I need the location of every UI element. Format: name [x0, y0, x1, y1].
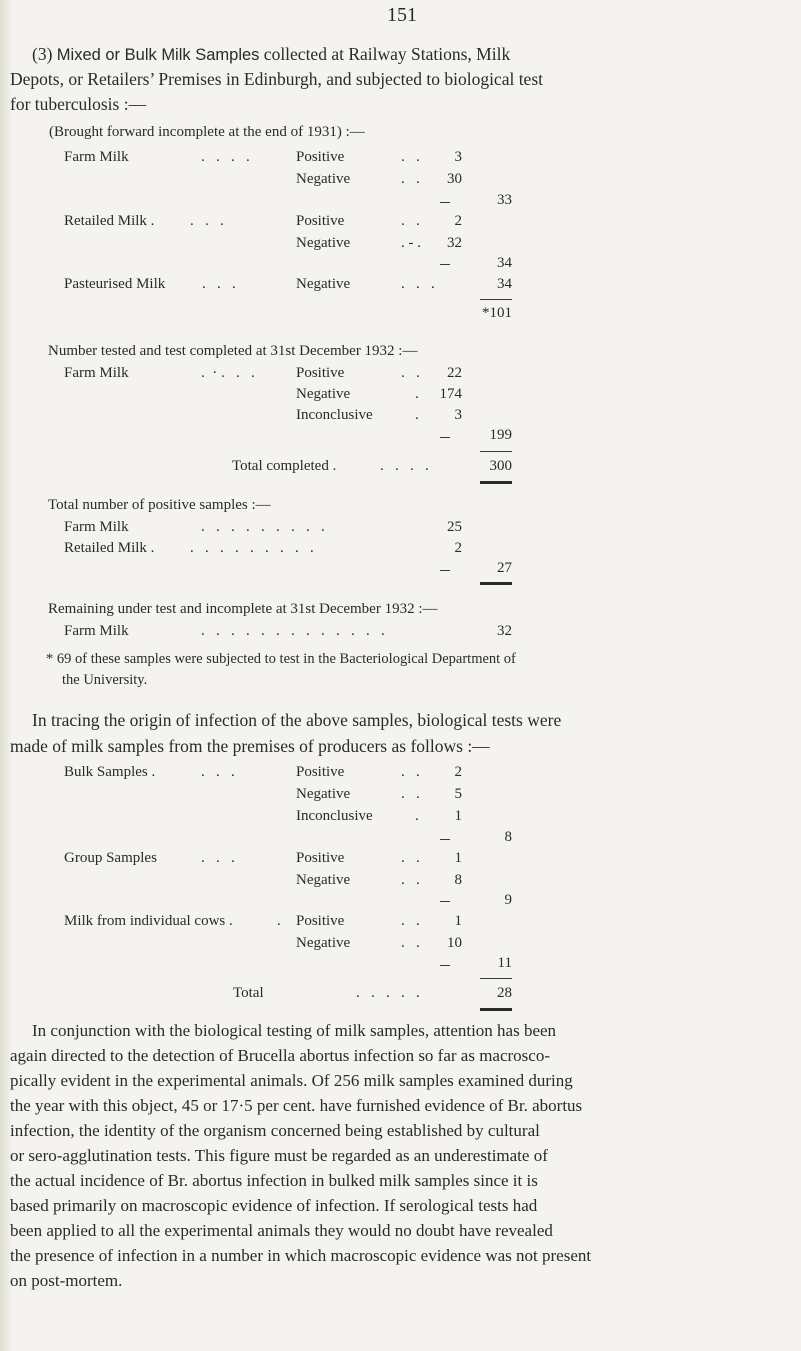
table1-count: 3 — [454, 149, 462, 165]
table2-leader: . — [415, 386, 419, 402]
table1-count: 32 — [447, 235, 462, 251]
table5-category: Milk from individual cows . — [64, 913, 233, 929]
table5-leader: . — [277, 913, 281, 929]
sum-dash — [440, 570, 450, 571]
table2-count: 22 — [447, 365, 462, 381]
table1-leader: . . . — [202, 276, 236, 292]
table5-result: Negative — [296, 872, 351, 888]
table1-leader: . . — [401, 149, 420, 165]
table2-leader: . . . . — [380, 458, 429, 474]
table1-category-pasteurised: Pasteurised Milk — [64, 276, 166, 292]
para2-line: based primarily on macroscopic evidence of infection. If serological tests had — [10, 1196, 538, 1215]
table3-subtotal: 27 — [497, 560, 512, 576]
para2-line: again directed to the detection of Brucella abortus infection so far as macrosco- — [10, 1046, 551, 1065]
table3-category: Farm Milk — [64, 519, 129, 535]
para2-line: been applied to all the experimental animals they would no doubt have revealed — [10, 1221, 553, 1240]
total-rule — [480, 299, 512, 300]
para1-line1: In tracing the origin of infection of the above samples, biological tests were — [32, 710, 562, 730]
table2-count: 3 — [454, 407, 462, 423]
total-rule — [480, 978, 512, 979]
para2-line: infection, the identity of the organism concerned being established by cultural — [10, 1121, 540, 1140]
sum-dash — [440, 965, 450, 966]
section-heading-line1 — [32, 44, 510, 65]
table5-leader: . — [415, 808, 419, 824]
table5-leader: . . . . . — [356, 985, 420, 1001]
table1-leader: . . . — [401, 276, 435, 292]
table1-leader: . . — [401, 171, 420, 187]
table5-total: 28 — [497, 985, 512, 1001]
table5-count: 5 — [454, 786, 462, 802]
table2-total-label: Total completed . — [232, 458, 337, 474]
table5-result: Positive — [296, 913, 345, 929]
table5-count: 1 — [454, 913, 462, 929]
table5-leader: . . . — [201, 764, 235, 780]
table3-count: 2 — [454, 540, 462, 556]
table1-count: 2 — [454, 213, 462, 229]
section-label: (3) — [32, 44, 53, 64]
para2-line: pically evident in the experimental animals. Of 256 milk samples examined during — [10, 1071, 573, 1090]
table5-count: 1 — [454, 850, 462, 866]
table4-caption: Remaining under test and incomplete at 31st December 1932 :— — [48, 601, 438, 617]
table3-category: Retailed Milk . — [64, 540, 155, 556]
table5-count: 10 — [447, 935, 462, 951]
table1-leader: . . — [401, 213, 420, 229]
table5-subtotal: 11 — [497, 955, 512, 971]
table1-result: Negative — [296, 171, 351, 187]
table5-count: 1 — [454, 808, 462, 824]
table2-result: Positive — [296, 365, 345, 381]
table2-leader: . — [415, 407, 419, 423]
section-heading-bold: Mixed or Bulk Milk Samples — [56, 46, 260, 64]
table1-leader: . . . — [190, 213, 224, 229]
table4-category: Farm Milk — [64, 623, 129, 639]
table5-subtotal: 8 — [504, 829, 512, 845]
table5-leader: . . . — [201, 850, 235, 866]
table5-leader: . . — [401, 935, 420, 951]
table3-leader: . . . . . . . . . — [190, 540, 314, 556]
table2-caption: Number tested and test completed at 31st December 1932 :— — [48, 343, 418, 359]
table5-count: 8 — [454, 872, 462, 888]
sum-dash — [440, 202, 450, 203]
table2-leader: . . — [401, 365, 420, 381]
table2-total: 300 — [489, 458, 512, 474]
table3-caption: Total number of positive samples :— — [48, 497, 271, 513]
section-heading-rest: collected at Railway Stations, Milk — [263, 44, 511, 64]
footnote-line1: * 69 of these samples were subjected to test in the Bacteriological Department of — [46, 651, 516, 667]
section-heading-line2: Depots, or Retailers’ Premises in Edinburgh, and subjected to biological test — [10, 69, 543, 89]
table2-leader: . · . . . — [201, 365, 255, 381]
table1-category-retailed: Retailed Milk . — [64, 213, 155, 229]
table1-leader: . - . — [401, 235, 421, 251]
para2-line: the year with this object, 45 or 17·5 per cent. have furnished evidence of Br. abortus — [10, 1096, 583, 1115]
sum-dash — [440, 901, 450, 902]
table5-leader: . . — [401, 913, 420, 929]
table1-result: Negative — [296, 276, 351, 292]
table1-result: Positive — [296, 149, 345, 165]
table1-subtotal: 34 — [497, 255, 512, 271]
total-rule — [480, 1008, 512, 1011]
total-rule — [480, 582, 512, 585]
table1-subtotal: 34 — [497, 276, 512, 292]
table1-leader: . . . . — [201, 149, 250, 165]
table5-result: Inconclusive — [296, 808, 373, 824]
para1-line2: made of milk samples from the premises of producers as follows :— — [10, 736, 490, 756]
table1-result: Positive — [296, 213, 345, 229]
sum-dash — [440, 839, 450, 840]
table5-leader: . . — [401, 786, 420, 802]
total-rule — [480, 481, 512, 484]
table5-leader: . . — [401, 764, 420, 780]
table3-leader: . . . . . . . . . — [201, 519, 325, 535]
para2-line: or sero-agglutination tests. This figure must be regarded as an underestimate of — [10, 1146, 548, 1165]
table5-leader: . . — [401, 872, 420, 888]
total-rule — [480, 451, 512, 452]
table5-count: 2 — [454, 764, 462, 780]
table3-count: 25 — [447, 519, 462, 535]
sum-dash — [440, 264, 450, 265]
footnote-line2: the University. — [62, 672, 148, 688]
table2-category: Farm Milk — [64, 365, 129, 381]
para2-line: the presence of infection in a number in which macroscopic evidence was not present — [10, 1246, 592, 1265]
table5-leader: . . — [401, 850, 420, 866]
table2-subtotal: 199 — [489, 427, 512, 443]
table4-leader: . . . . . . . . . . . . . — [201, 623, 385, 639]
table5-category: Bulk Samples . — [64, 764, 156, 780]
para2-line: In conjunction with the biological testing of milk samples, attention has been — [32, 1021, 557, 1040]
table5-result: Negative — [296, 935, 351, 951]
table4-count: 32 — [497, 623, 512, 639]
section-heading-line3: for tuberculosis :— — [10, 94, 147, 114]
para2-line: the actual incidence of Br. abortus infection in bulked milk samples since it is — [10, 1171, 538, 1190]
table1-total: *101 — [482, 305, 512, 321]
table1-subtotal: 33 — [497, 192, 512, 208]
para2-line: on post-mortem. — [10, 1271, 123, 1290]
table5-category: Group Samples — [64, 850, 157, 866]
table5-result: Negative — [296, 786, 351, 802]
table1-result: Negative — [296, 235, 351, 251]
table5-total-label: Total — [233, 985, 264, 1001]
table1-count: 30 — [447, 171, 462, 187]
table2-count: 174 — [439, 386, 462, 402]
table5-subtotal: 9 — [504, 892, 512, 908]
table5-result: Positive — [296, 764, 345, 780]
sum-dash — [440, 437, 450, 438]
table2-result: Negative — [296, 386, 351, 402]
table5-result: Positive — [296, 850, 345, 866]
table1-category-farm: Farm Milk — [64, 149, 129, 165]
page-number: 151 — [387, 4, 417, 26]
table2-result: Inconclusive — [296, 407, 373, 423]
table1-caption: (Brought forward incomplete at the end of 1931) :— — [49, 124, 365, 140]
